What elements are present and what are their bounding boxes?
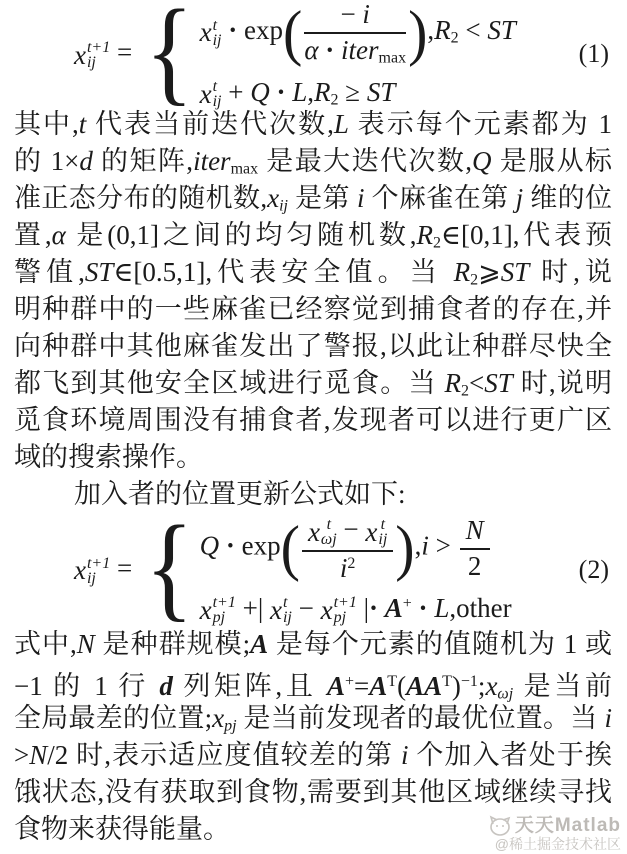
body-line-10: 域的搜索操作。 <box>14 442 203 472</box>
scripted-variable: x t+1 pj <box>320 594 357 627</box>
body-line-9: 觅食环境周围没有捕食者,发现者可以进行更广区 <box>14 405 612 435</box>
equation-2-lhs: x t+1 ij = <box>74 552 139 587</box>
fraction: $\frac{- i}{\text{α · itermax}}$ <box>304 0 407 67</box>
equation-1: x t+1 ij = { x t ij · exp( $\frac{- i}{\text{α · itermax}}$ ),R2 < ST x t ij + Q · L,R2 ≥ ST (1) <box>74 0 609 116</box>
body-line-6: 明种群中的一些麻雀已经察觉到捕食者的存在,并 <box>14 294 612 324</box>
scripted-variable: x t ij <box>199 16 222 49</box>
body-line-12: 式中,N 是种群规模;A 是每个元素的值随机为 1 或 <box>14 629 613 659</box>
cat-logo-icon <box>488 815 512 837</box>
body-line-4: 置,α 是(0,1]之间的均匀随机数,R2∈[0,1],代表预 <box>14 220 613 252</box>
body-line-3: 准正态分布的随机数,xij 是第 i 个麻雀在第 j 维的位 <box>14 183 613 215</box>
body-line-16: 饿状态,没有获取到食物,需要到其他区域继续寻找 <box>14 777 612 807</box>
body-line-1: 其中,t 代表当前迭代次数,L 表示每个元素都为 1 <box>14 109 613 139</box>
body-line-5: 警值,ST∈[0.5,1],代表安全值。当 R2⩾ST 时,说 <box>14 257 612 289</box>
equation-1-number: (1) <box>578 39 609 68</box>
fraction: $\frac{N}{2}$ <box>460 514 490 582</box>
body-line-15: >N/2 时,表示适应度值较差的第 i 个加入者处于挨 <box>14 740 612 770</box>
equation-2-cases <box>200 513 512 626</box>
equation-2-case-1: Q · exp( x t ωj − x t ij $i^2$ ),i > $\frac{N}{2}$ <box>200 513 512 583</box>
body-line-14: 全局最差的位置;xpj 是当前发现者的最优位置。当 i <box>14 703 612 735</box>
scripted-variable: x t+1 ij <box>74 554 111 587</box>
equation-1-case-2: x t ij + Q · L,R2 ≥ ST <box>199 76 396 111</box>
body-line-8: 都飞到其他安全区域进行觅食。当 R2<ST 时,说明 <box>14 368 613 400</box>
scripted-variable: x t+1 pj <box>199 594 236 627</box>
equation-2: x t+1 ij = { Q · exp( x t ωj − x t ij $i^2$ ),i > $\frac{N}{2}$ x t+1 pj +| x t ij − x t+1 pj |· A+ · L,other (2) <box>74 500 609 632</box>
scripted-variable: x t ij <box>269 594 292 627</box>
body-line-13: −1 的 1 行 d 列矩阵,且 $A^+=A^T(AA^T)^{-1};x\omega j$ 是当前 <box>14 670 613 703</box>
fraction: x t ωj − x t ij $i^2$ <box>302 513 393 583</box>
equation-1-cases <box>200 0 516 110</box>
watermark-title: 天天Matlab <box>514 815 621 837</box>
watermark-subtitle: @稀土掘金技术社区 <box>494 836 621 853</box>
scripted-variable: x t ij <box>365 516 388 548</box>
scripted-variable: x t ωj <box>307 516 337 548</box>
watermark <box>488 815 621 852</box>
scripted-variable: x t+1 ij <box>74 39 111 72</box>
body-line-11: 加入者的位置更新公式如下: <box>74 479 406 509</box>
equation-2-number: (2) <box>578 554 609 584</box>
equation-2-case-2: x t+1 pj +| x t ij − x t+1 pj |· A+ · L,other <box>199 592 512 627</box>
equation-1-lhs: x t+1 ij = <box>74 37 139 72</box>
body-line-2: 的 1×d 的矩阵,itermax 是最大迭代次数,Q 是服从标 <box>14 146 613 178</box>
body-line-17: 食物来获得能量。 <box>14 814 230 844</box>
scripted-variable: x t ij <box>199 78 222 111</box>
equation-1-case-1: x t ij · exp( $\frac{- i}{\text{α · itermax}}$ ),R2 < ST <box>199 0 516 68</box>
body-line-7: 向种群中其他麻雀发出了警报,以此让种群尽快全 <box>14 331 612 361</box>
